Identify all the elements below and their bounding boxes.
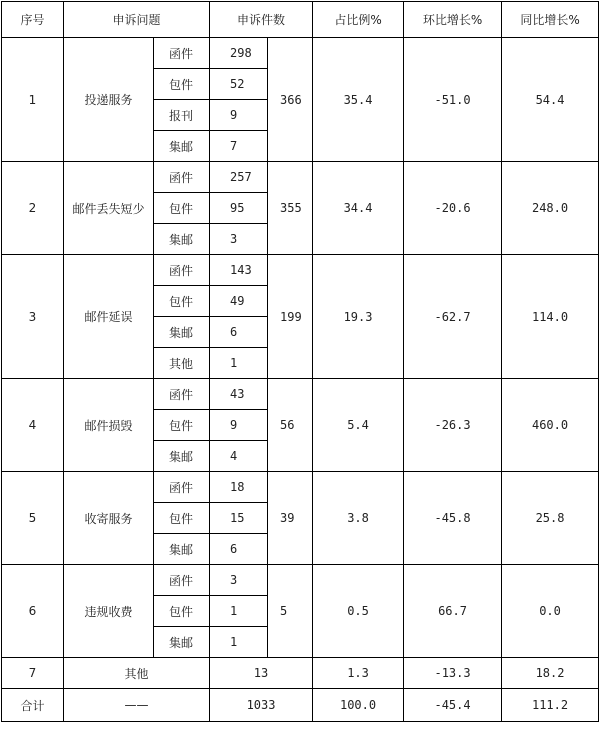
sub-category-label: 集邮 xyxy=(154,317,210,348)
table-row xyxy=(2,379,599,410)
total-label: 合计 xyxy=(2,689,64,722)
row-total: 355 xyxy=(268,162,313,255)
row-mom: -26.3 xyxy=(404,379,502,472)
sub-category-count: 9 xyxy=(210,410,268,441)
complaint-statistics-table xyxy=(1,1,599,722)
row-total: 199 xyxy=(268,255,313,379)
sub-category-label: 包件 xyxy=(154,69,210,100)
row-mom: -20.6 xyxy=(404,162,502,255)
sub-category-count: 52 xyxy=(210,69,268,100)
table-row xyxy=(2,38,599,69)
row-total: 366 xyxy=(268,38,313,162)
sub-category-label: 函件 xyxy=(154,162,210,193)
total-yoy: 111.2 xyxy=(502,689,599,722)
sub-category-count: 3 xyxy=(210,565,268,596)
table-row-total xyxy=(2,689,599,722)
table-row-other xyxy=(2,658,599,689)
row-mom: -13.3 xyxy=(404,658,502,689)
row-issue: 其他 xyxy=(64,658,210,689)
sub-category-label: 集邮 xyxy=(154,131,210,162)
row-index: 6 xyxy=(2,565,64,658)
sub-category-count: 298 xyxy=(210,38,268,69)
row-total: 39 xyxy=(268,472,313,565)
table-row xyxy=(2,565,599,596)
sub-category-label: 函件 xyxy=(154,38,210,69)
row-share: 34.4 xyxy=(313,162,404,255)
row-issue: 违规收费 xyxy=(64,565,154,658)
sub-category-count: 257 xyxy=(210,162,268,193)
row-mom: -51.0 xyxy=(404,38,502,162)
sub-category-count: 7 xyxy=(210,131,268,162)
sub-category-label: 函件 xyxy=(154,255,210,286)
total-mom: -45.4 xyxy=(404,689,502,722)
sub-category-count: 143 xyxy=(210,255,268,286)
sub-category-label: 包件 xyxy=(154,286,210,317)
row-yoy: 54.4 xyxy=(502,38,599,162)
sub-category-label: 函件 xyxy=(154,565,210,596)
row-total: 56 xyxy=(268,379,313,472)
sub-category-count: 6 xyxy=(210,534,268,565)
sub-category-label: 函件 xyxy=(154,379,210,410)
sub-category-label: 其他 xyxy=(154,348,210,379)
sub-category-count: 1 xyxy=(210,596,268,627)
sub-category-label: 包件 xyxy=(154,193,210,224)
sub-category-count: 6 xyxy=(210,317,268,348)
row-yoy: 248.0 xyxy=(502,162,599,255)
sub-category-count: 15 xyxy=(210,503,268,534)
row-issue: 邮件丢失短少 xyxy=(64,162,154,255)
sub-category-count: 43 xyxy=(210,379,268,410)
row-yoy: 0.0 xyxy=(502,565,599,658)
row-mom: 66.7 xyxy=(404,565,502,658)
sub-category-label: 集邮 xyxy=(154,224,210,255)
header-count: 申诉件数 xyxy=(210,2,313,38)
row-total: 5 xyxy=(268,565,313,658)
row-mom: -62.7 xyxy=(404,255,502,379)
sub-category-label: 集邮 xyxy=(154,627,210,658)
sub-category-count: 1 xyxy=(210,627,268,658)
sub-category-label: 集邮 xyxy=(154,534,210,565)
header-index: 序号 xyxy=(2,2,64,38)
row-index: 3 xyxy=(2,255,64,379)
total-count: 1033 xyxy=(210,689,313,722)
row-share: 35.4 xyxy=(313,38,404,162)
row-share: 5.4 xyxy=(313,379,404,472)
table-row xyxy=(2,255,599,286)
sub-category-label: 集邮 xyxy=(154,441,210,472)
row-index: 7 xyxy=(2,658,64,689)
sub-category-count: 49 xyxy=(210,286,268,317)
sub-category-count: 95 xyxy=(210,193,268,224)
table-row xyxy=(2,472,599,503)
header-yoy: 同比增长% xyxy=(502,2,599,38)
row-yoy: 18.2 xyxy=(502,658,599,689)
row-mom: -45.8 xyxy=(404,472,502,565)
header-share: 占比例% xyxy=(313,2,404,38)
header-row xyxy=(2,2,599,38)
sub-category-label: 包件 xyxy=(154,410,210,441)
row-share: 19.3 xyxy=(313,255,404,379)
row-share: 1.3 xyxy=(313,658,404,689)
row-issue: 收寄服务 xyxy=(64,472,154,565)
sub-category-count: 18 xyxy=(210,472,268,503)
row-index: 5 xyxy=(2,472,64,565)
header-issue: 申诉问题 xyxy=(64,2,210,38)
row-share: 0.5 xyxy=(313,565,404,658)
sub-category-label: 包件 xyxy=(154,503,210,534)
row-total: 13 xyxy=(210,658,313,689)
row-issue: 邮件延误 xyxy=(64,255,154,379)
row-issue: 邮件损毁 xyxy=(64,379,154,472)
row-index: 1 xyxy=(2,38,64,162)
row-yoy: 25.8 xyxy=(502,472,599,565)
sub-category-label: 函件 xyxy=(154,472,210,503)
sub-category-count: 9 xyxy=(210,100,268,131)
row-share: 3.8 xyxy=(313,472,404,565)
row-index: 2 xyxy=(2,162,64,255)
sub-category-count: 4 xyxy=(210,441,268,472)
row-index: 4 xyxy=(2,379,64,472)
row-yoy: 460.0 xyxy=(502,379,599,472)
table-body xyxy=(2,38,599,722)
total-share: 100.0 xyxy=(313,689,404,722)
table-row xyxy=(2,162,599,193)
total-issue: —— xyxy=(64,689,210,722)
sub-category-count: 3 xyxy=(210,224,268,255)
row-yoy: 114.0 xyxy=(502,255,599,379)
sub-category-count: 1 xyxy=(210,348,268,379)
sub-category-label: 报刊 xyxy=(154,100,210,131)
sub-category-label: 包件 xyxy=(154,596,210,627)
header-mom: 环比增长% xyxy=(404,2,502,38)
row-issue: 投递服务 xyxy=(64,38,154,162)
